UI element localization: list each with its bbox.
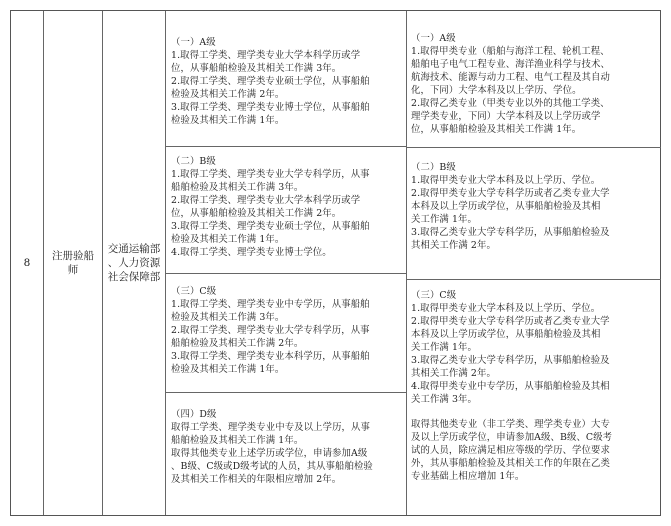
right-level-d: [411, 418, 612, 483]
text-line: 及其相关工作相关的年限相应增加 2年。: [171, 474, 342, 485]
profession-cell: 注册验船 师: [52, 250, 94, 276]
text-line: 专业基础上相应增加 1年。: [411, 471, 525, 482]
text-line: 检验及其相关工作满 1年。: [171, 234, 285, 245]
text-line: 1.取得甲类专业（船舶与海洋工程、轮机工程、: [411, 46, 610, 57]
right-row-divider-1: [407, 147, 661, 148]
left-level-d: [171, 408, 373, 486]
text-line: 船舶检验及其相关工作满 2年。: [171, 338, 304, 349]
text-line: 、B级、C级或D级考试的人员，其从事船舶检验: [171, 461, 373, 472]
text-line: 船舶检验及其相关工作满 1年。: [171, 435, 304, 446]
text-line: 试的人员，除应满足相应等级的学历、学位要求: [411, 445, 610, 456]
text-line: 检验及其相关工作满 2年。: [171, 89, 285, 100]
text-line: 化，下同）大学本科及以上学历、学位。: [411, 85, 582, 96]
qualification-table: [10, 10, 661, 516]
text-line: 取得工学类、理学类专业中专及以上学历，从事: [171, 422, 370, 433]
text-line: 检验及其相关工作满 1年。: [171, 115, 285, 126]
text-line: 航海技术、能源与动力工程、电气工程及其自动: [411, 72, 610, 83]
col-divider-4: [406, 11, 407, 515]
text-line: 2.取得甲类专业大学专科学历或者乙类专业大学: [411, 188, 610, 199]
text-line: 理学类专业，下同）大学本科及以上学历或学: [411, 111, 601, 122]
left-row-divider-2: [166, 273, 406, 274]
text-line: （二）B级: [171, 156, 216, 167]
right-row-divider-2: [407, 279, 661, 280]
text-line: 船舶电子电气工程专业、海洋渔业科学与技术、: [411, 59, 610, 70]
text-line: 检验及其相关工作满 1年。: [171, 364, 285, 375]
text-line: 其相关工作满 2年。: [411, 368, 496, 379]
row-index: 8: [23, 257, 31, 269]
left-row-divider-1: [166, 146, 406, 147]
text-line: 1.取得工学类、理学类专业中专学历，从事船舶: [171, 299, 370, 310]
text-line: 1.取得工学类、理学类专业大学本科学历或学: [171, 50, 361, 61]
col-divider-3: [165, 11, 166, 515]
text-line: 4.取得工学类、理学类专业博士学位。: [171, 247, 332, 258]
left-row-divider-3: [166, 392, 406, 393]
text-line: 外，其从事船舶检验及其相关工作的年限在乙类: [411, 458, 610, 469]
text-line: （一）A级: [171, 37, 216, 48]
text-line: （三）C级: [411, 290, 457, 301]
text-line: 本科及以上学历或学位，从事船舶检验及其相: [411, 329, 601, 340]
text-line: 其相关工作满 2年。: [411, 240, 496, 251]
text-line: 位，从事船舶检验及其相关工作满 3年。: [171, 63, 342, 74]
text-line: 3.取得工学类、理学类专业本科学历，从事船舶: [171, 351, 370, 362]
text-line: 位，从事船舶检验及其相关工作满 1年。: [411, 124, 582, 135]
text-line: 2.取得工学类、理学类专业硕士学位，从事船舶: [171, 76, 370, 87]
text-line: 1.取得甲类专业大学本科及以上学历、学位。: [411, 175, 601, 186]
text-line: 1.取得工学类、理学类专业大学专科学历，从事: [171, 169, 370, 180]
text-line: （一）A级: [411, 33, 456, 44]
text-line: （二）B级: [411, 162, 456, 173]
text-line: 2.取得工学类、理学类专业大学本科学历或学: [171, 195, 361, 206]
right-level-b: [411, 161, 610, 252]
text-line: （四）D级: [171, 409, 217, 420]
right-level-c: [411, 289, 610, 406]
text-line: 关工作满 1年。: [411, 342, 477, 353]
text-line: 2.取得乙类专业（甲类专业以外的其他工学类、: [411, 98, 610, 109]
department-cell: 交通运输部 、人力资源 社会保障部: [107, 243, 161, 283]
text-line: 1.取得甲类专业大学本科及以上学历、学位。: [411, 303, 601, 314]
text-line: 关工作满 1年。: [411, 214, 477, 225]
text-line: 2.取得工学类、理学类专业大学专科学历，从事: [171, 325, 370, 336]
text-line: 船舶检验及其相关工作满 3年。: [171, 182, 304, 193]
text-line: 3.取得工学类、理学类专业博士学位，从事船舶: [171, 102, 370, 113]
text-line: 3.取得工学类、理学类专业硕士学位，从事船舶: [171, 221, 370, 232]
text-line: 取得其他类专业（非工学类、理学类专业）大专: [411, 419, 610, 430]
text-line: 关工作满 3年。: [411, 394, 477, 405]
text-line: 4.取得甲类专业中专学历，从事船舶检验及其相: [411, 381, 610, 392]
text-line: （三）C级: [171, 286, 217, 297]
text-line: 本科及以上学历或学位，从事船舶检验及其相: [411, 201, 601, 212]
text-line: 3.取得乙类专业大学专科学历，从事船舶检验及: [411, 227, 610, 238]
left-level-a: [171, 36, 370, 127]
text-line: 取得其他类专业上述学历或学位，申请参加A级: [171, 448, 368, 459]
text-line: 3.取得乙类专业大学专科学历，从事船舶检验及: [411, 355, 610, 366]
text-line: 检验及其相关工作满 3年。: [171, 312, 285, 323]
right-level-a: [411, 32, 610, 136]
text-line: 位，从事船舶检验及其相关工作满 2年。: [171, 208, 342, 219]
text-line: 2.取得甲类专业大学专科学历或者乙类专业大学: [411, 316, 610, 327]
left-level-c: [171, 285, 370, 376]
text-line: 及以上学历或学位，申请参加A级、B级、C级考: [411, 432, 613, 443]
left-level-b: [171, 155, 370, 259]
